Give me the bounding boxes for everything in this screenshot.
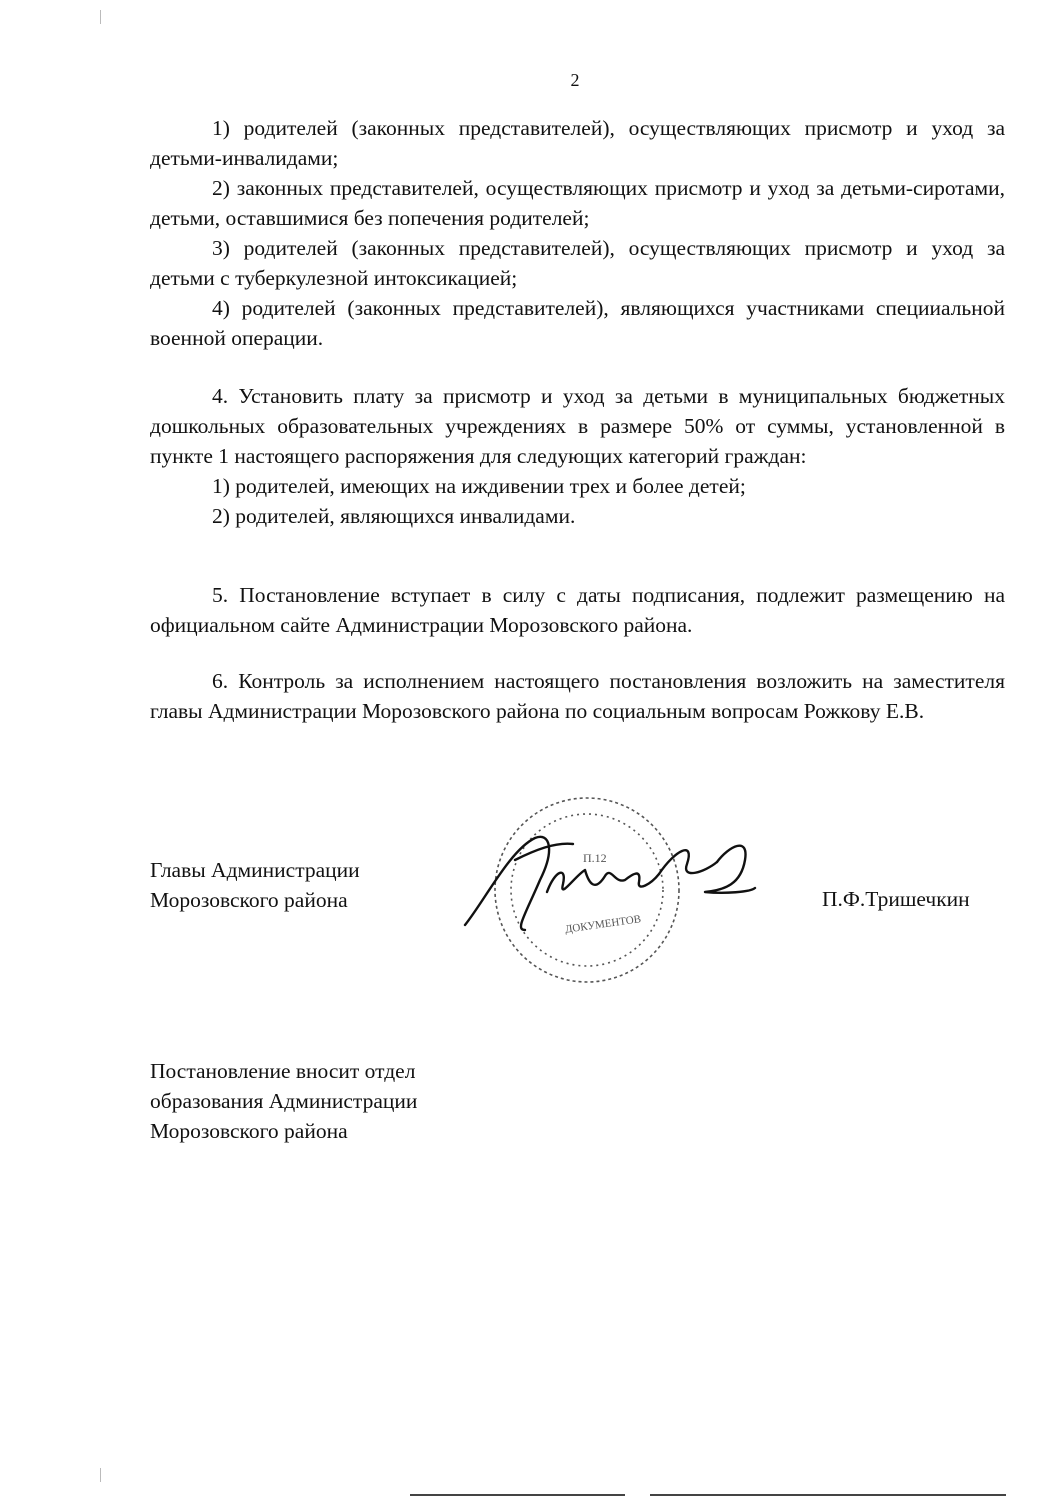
stamp-text-bottom: ДОКУМЕНТОВ [564, 913, 642, 936]
clause-5 [150, 580, 1005, 640]
signatory-position [150, 855, 360, 915]
clause-4 [150, 381, 1005, 531]
list-item: 1) родителей (законных представителей), осуществляющих присмотр и уход за детьми-инвалидами; [150, 116, 1005, 170]
list-item: 2) законных представителей, осуществляющих присмотр и уход за детьми-сиротами, детьми, оставшимися без попечения родителей; [150, 176, 1005, 230]
submitter-line2: образования Администрации [150, 1089, 418, 1113]
submitter-line1: Постановление вносит отдел [150, 1059, 416, 1083]
bottom-rule-right [650, 1494, 1006, 1496]
list-item: 3) родителей (законных представителей), осуществляющих присмотр и уход за детьми с туберкулезной интоксикацией; [150, 236, 1005, 290]
signature-scribble [465, 837, 755, 930]
submitter-note [150, 1056, 417, 1146]
stamp-and-signature [455, 780, 775, 1000]
list-item: 4) родителей (законных представителей), являющихся участниками специиальной военной операции. [150, 296, 1005, 350]
left-margin-mark-top [100, 10, 101, 24]
page-number: 2 [570, 70, 580, 90]
signatory-name: П.Ф.Тришечкин [822, 887, 970, 911]
signatory-position-line1: Главы Администрации [150, 858, 360, 882]
eligibility-list [150, 113, 1005, 353]
official-stamp [455, 780, 775, 1000]
clause-6-text: 6. Контроль за исполнением настоящего постановления возложить на заместителя главы Администрации Морозовского района по социальным вопросам Рожкову Е.В. [150, 669, 1005, 723]
submitter-line3: Морозовского района [150, 1119, 348, 1143]
clause-4-item: 1) родителей, имеющих на иждивении трех и более детей; [212, 474, 746, 498]
stamp-text-top: П.12 [583, 851, 607, 865]
signatory-position-line2: Морозовского района [150, 888, 348, 912]
clause-4-item: 2) родителей, являющихся инвалидами. [212, 504, 576, 528]
clause-4-text: 4. Установить плату за присмотр и уход за детьми в муниципальных бюджетных дошкольных образовательных учреждениях в размере 50% от суммы, установленной в пункте 1 настоящего распоряжения для следующих категорий граждан: [150, 384, 1005, 468]
left-margin-mark-bottom [100, 1468, 101, 1482]
clause-6 [150, 666, 1005, 726]
bottom-rule-left [410, 1494, 625, 1496]
clause-5-text: 5. Постановление вступает в силу с даты подписания, подлежит размещению на официальном сайте Администрации Морозовского района. [150, 583, 1005, 637]
